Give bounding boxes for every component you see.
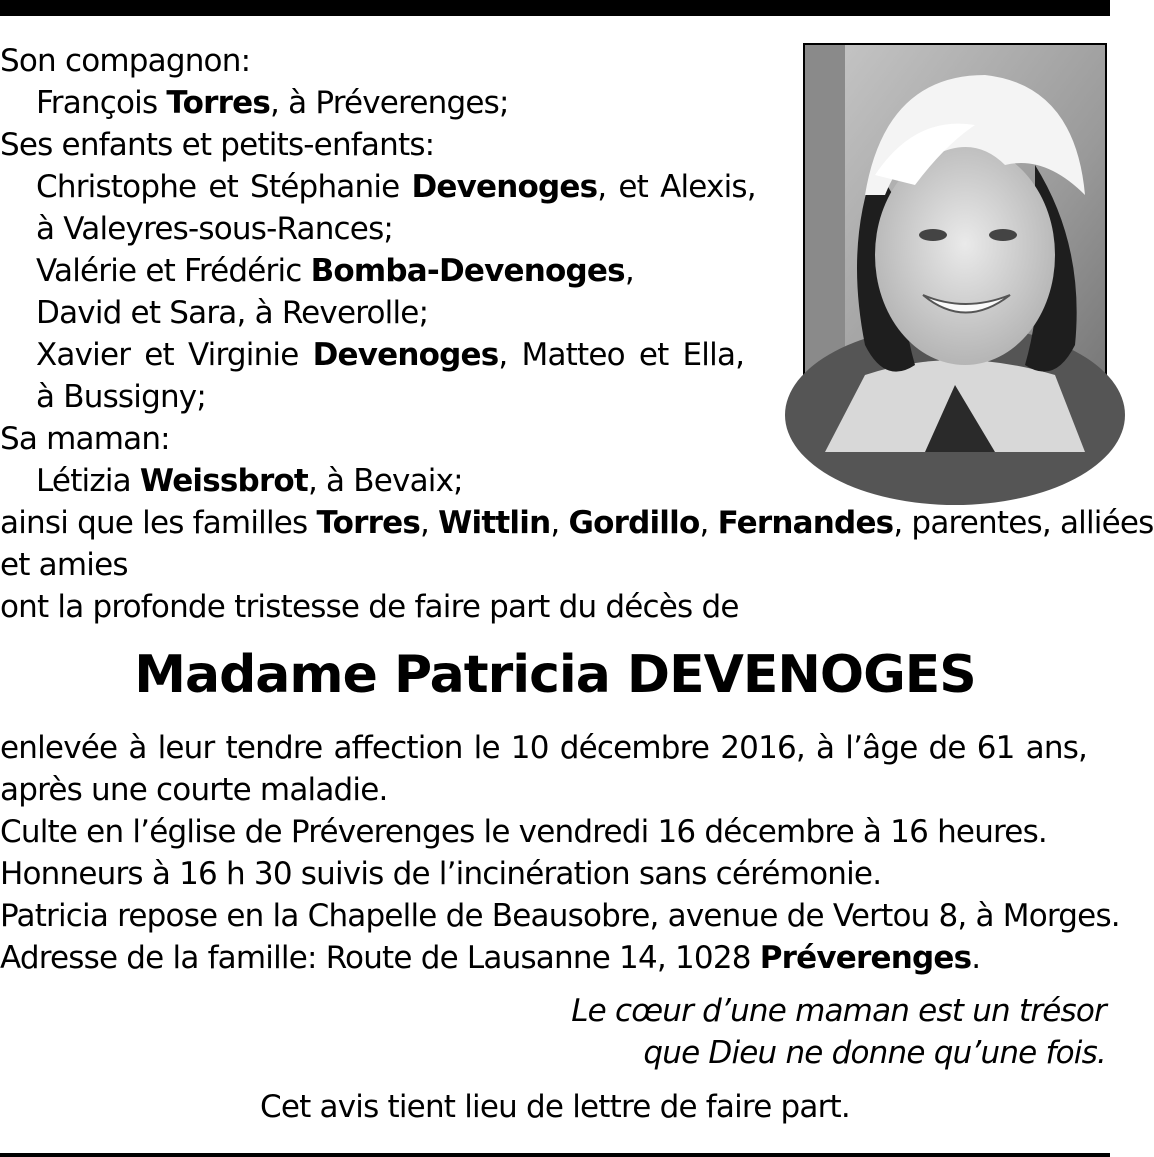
announcement-line: ont la profonde tristesse de faire part du décès de — [0, 589, 739, 625]
details-line-3: Culte en l’église de Préverenges le vendredi 16 décembre à 16 heures. — [0, 814, 1047, 850]
bottom-rule — [0, 1153, 1110, 1157]
top-rule — [0, 0, 1110, 16]
families-section — [0, 502, 1154, 628]
mother-heading: Sa maman: — [0, 421, 170, 457]
quote-line-2: que Dieu ne donne qu’une fois. — [643, 1035, 1106, 1071]
quote-line-1: Le cœur d’une maman est un trésor — [571, 993, 1106, 1029]
child3-line: Xavier et Virginie Devenoges, Matteo et Ella, — [36, 337, 745, 373]
child1-place: à Valeyres-sous-Rances; — [36, 211, 394, 247]
families-line-2: et amies — [0, 547, 128, 583]
portrait-photo — [803, 43, 1107, 454]
child3-place: à Bussigny; — [36, 379, 206, 415]
details-section — [0, 727, 1120, 979]
closing-note: Cet avis tient lieu de lettre de faire part. — [260, 1089, 850, 1125]
details-line-4: Honneurs à 16 h 30 suivis de l’incinération sans cérémonie. — [0, 856, 882, 892]
quote — [571, 990, 1106, 1074]
companion-line: François Torres, à Préverenges; — [36, 85, 509, 121]
companion-heading: Son compagnon: — [0, 43, 251, 79]
details-line-5: Patricia repose en la Chapelle de Beausobre, avenue de Vertou 8, à Morges. — [0, 898, 1120, 934]
children-heading: Ses enfants et petits-enfants: — [0, 127, 435, 163]
child1-line: Christophe et Stéphanie Devenoges, et Alexis, — [36, 169, 756, 205]
family-address: Adresse de la famille: Route de Lausanne 14, 1028 Préverenges. — [0, 940, 981, 976]
child2-place: David et Sara, à Reverolle; — [36, 295, 429, 331]
details-line-1: enlevée à leur tendre affection le 10 décembre 2016, à l’âge de 61 ans, — [0, 730, 1088, 766]
details-line-2: après une courte maladie. — [0, 772, 388, 808]
families-line: ainsi que les familles Torres, Wittlin, Gordillo, Fernandes, parentes, alliées — [0, 505, 1154, 541]
deceased-name: Madame Patricia DEVENOGES — [134, 645, 976, 705]
portrait-image — [805, 45, 1105, 452]
mother-line: Létizia Weissbrot, à Bevaix; — [36, 463, 463, 499]
family-list — [0, 40, 790, 502]
child2-line: Valérie et Frédéric Bomba-Devenoges, — [36, 253, 634, 289]
